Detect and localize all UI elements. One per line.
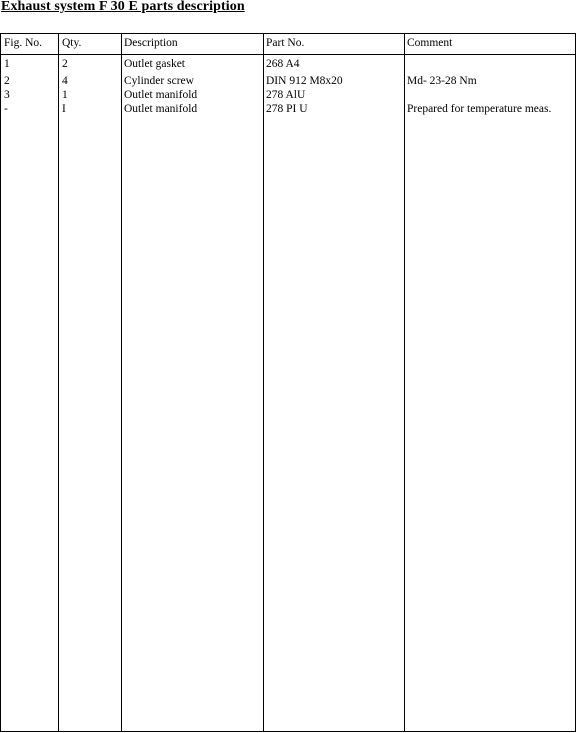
table-cell-part-no: 278 AlU — [266, 89, 306, 101]
header-fig-no: Fig. No. — [4, 37, 43, 49]
table-cell-fig-no: 2 — [4, 75, 10, 87]
table-cell-comment: Prepared for temperature meas. — [407, 103, 552, 115]
header-description: Description — [124, 37, 178, 49]
table-cell-part-no: DIN 912 M8x20 — [266, 75, 343, 87]
column-divider — [404, 34, 405, 731]
table-cell-qty: 1 — [62, 89, 68, 101]
table-cell-qty: I — [62, 103, 66, 115]
column-divider — [263, 34, 264, 731]
table-cell-description: Outlet gasket — [124, 58, 185, 70]
table-cell-part-no: 268 A4 — [266, 58, 300, 70]
table-cell-description: Outlet manifold — [124, 89, 198, 101]
document-title: Exhaust system F 30 E parts description — [1, 0, 245, 14]
table-cell-qty: 2 — [62, 58, 68, 70]
table-cell-fig-no: 1 — [4, 58, 10, 70]
parts-table — [0, 33, 576, 732]
table-cell-part-no: 278 PI U — [266, 103, 308, 115]
header-qty: Qty. — [62, 37, 82, 49]
table-cell-description: Cylinder screw — [124, 75, 194, 87]
header-part-no: Part No. — [266, 37, 305, 49]
header-divider — [1, 54, 575, 55]
header-comment: Comment — [407, 37, 453, 49]
table-cell-fig-no: 3 — [4, 89, 10, 101]
table-cell-description: Outlet manifold — [124, 103, 198, 115]
column-divider — [121, 34, 122, 731]
table-cell-comment: Md- 23-28 Nm — [407, 75, 477, 87]
table-cell-qty: 4 — [62, 75, 68, 87]
column-divider — [58, 34, 59, 731]
table-cell-fig-no: - — [4, 103, 8, 115]
